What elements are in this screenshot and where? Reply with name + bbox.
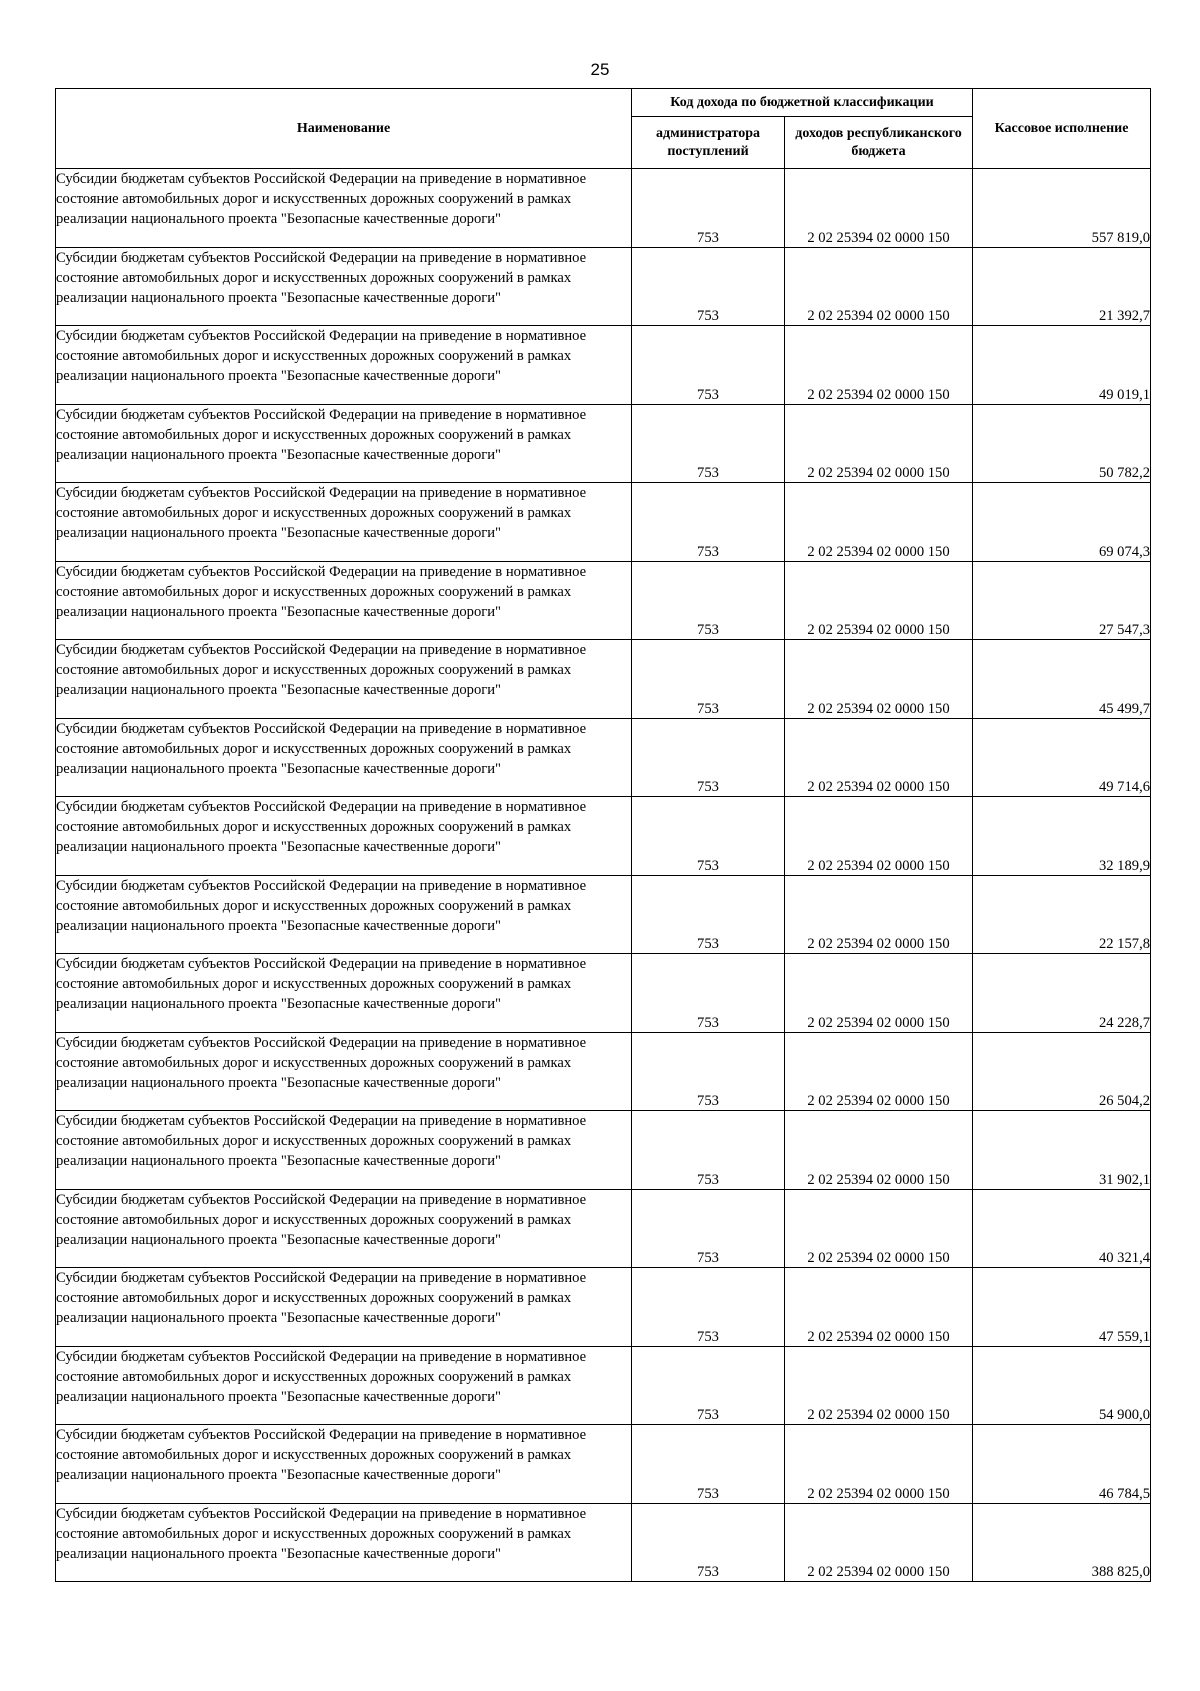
row-admin-code-cell: 753: [632, 875, 785, 954]
row-income-code-cell: 2 02 25394 02 0000 150: [785, 404, 973, 483]
table-row: [56, 404, 1151, 483]
table-row: [56, 640, 1151, 719]
row-income-code-cell: 2 02 25394 02 0000 150: [785, 326, 973, 405]
row-amount-cell: 45 499,7: [973, 640, 1151, 719]
row-amount-cell: 21 392,7: [973, 247, 1151, 326]
table-row: [56, 483, 1151, 562]
row-admin-code-cell: 753: [632, 1111, 785, 1190]
row-name-cell: Субсидии бюджетам субъектов Российской Федерации на приведение в нормативное состояние автомобильных дорог и искусственных дорожных сооружений в рамках реализации национального проекта "Безопасные качественные дороги": [56, 1425, 632, 1504]
row-admin-code-cell: 753: [632, 954, 785, 1033]
row-income-code-cell: 2 02 25394 02 0000 150: [785, 247, 973, 326]
row-admin-code-cell: 753: [632, 718, 785, 797]
row-name-cell: Субсидии бюджетам субъектов Российской Федерации на приведение в нормативное состояние автомобильных дорог и искусственных дорожных сооружений в рамках реализации национального проекта "Безопасные качественные дороги": [56, 1032, 632, 1111]
row-admin-code-cell: 753: [632, 797, 785, 876]
row-name-cell: Субсидии бюджетам субъектов Российской Федерации на приведение в нормативное состояние автомобильных дорог и искусственных дорожных сооружений в рамках реализации национального проекта "Безопасные качественные дороги": [56, 247, 632, 326]
row-amount-cell: 22 157,8: [973, 875, 1151, 954]
table-row: [56, 1503, 1151, 1582]
table-row: [56, 875, 1151, 954]
row-admin-code-cell: 753: [632, 640, 785, 719]
row-admin-code-cell: 753: [632, 169, 785, 248]
row-admin-code-cell: 753: [632, 1503, 785, 1582]
table-row: [56, 1189, 1151, 1268]
table-row: [56, 718, 1151, 797]
row-name-cell: Субсидии бюджетам субъектов Российской Федерации на приведение в нормативное состояние автомобильных дорог и искусственных дорожных сооружений в рамках реализации национального проекта "Безопасные качественные дороги": [56, 1189, 632, 1268]
header-code-group: Код дохода по бюджетной классификации: [632, 89, 973, 117]
table-row: [56, 247, 1151, 326]
row-amount-cell: 26 504,2: [973, 1032, 1151, 1111]
row-amount-cell: 54 900,0: [973, 1346, 1151, 1425]
header-administrator: администратора поступлений: [632, 117, 785, 169]
row-name-cell: Субсидии бюджетам субъектов Российской Федерации на приведение в нормативное состояние автомобильных дорог и искусственных дорожных сооружений в рамках реализации национального проекта "Безопасные качественные дороги": [56, 640, 632, 719]
budget-table: [55, 88, 1151, 1582]
header-income: доходов республиканского бюджета: [785, 117, 973, 169]
table-body: [56, 169, 1151, 1582]
row-amount-cell: 49 019,1: [973, 326, 1151, 405]
row-income-code-cell: 2 02 25394 02 0000 150: [785, 875, 973, 954]
row-name-cell: Субсидии бюджетам субъектов Российской Федерации на приведение в нормативное состояние автомобильных дорог и искусственных дорожных сооружений в рамках реализации национального проекта "Безопасные качественные дороги": [56, 1503, 632, 1582]
row-amount-cell: 388 825,0: [973, 1503, 1151, 1582]
header-name: Наименование: [56, 89, 632, 169]
row-amount-cell: 46 784,5: [973, 1425, 1151, 1504]
table-row: [56, 326, 1151, 405]
row-name-cell: Субсидии бюджетам субъектов Российской Федерации на приведение в нормативное состояние автомобильных дорог и искусственных дорожных сооружений в рамках реализации национального проекта "Безопасные качественные дороги": [56, 169, 632, 248]
row-name-cell: Субсидии бюджетам субъектов Российской Федерации на приведение в нормативное состояние автомобильных дорог и искусственных дорожных сооружений в рамках реализации национального проекта "Безопасные качественные дороги": [56, 875, 632, 954]
table-row: [56, 1111, 1151, 1190]
row-amount-cell: 69 074,3: [973, 483, 1151, 562]
row-admin-code-cell: 753: [632, 1346, 785, 1425]
row-name-cell: Субсидии бюджетам субъектов Российской Федерации на приведение в нормативное состояние автомобильных дорог и искусственных дорожных сооружений в рамках реализации национального проекта "Безопасные качественные дороги": [56, 718, 632, 797]
row-income-code-cell: 2 02 25394 02 0000 150: [785, 954, 973, 1033]
row-name-cell: Субсидии бюджетам субъектов Российской Федерации на приведение в нормативное состояние автомобильных дорог и искусственных дорожных сооружений в рамках реализации национального проекта "Безопасные качественные дороги": [56, 1111, 632, 1190]
row-admin-code-cell: 753: [632, 326, 785, 405]
table-row: [56, 1268, 1151, 1347]
row-income-code-cell: 2 02 25394 02 0000 150: [785, 1111, 973, 1190]
row-admin-code-cell: 753: [632, 1032, 785, 1111]
row-admin-code-cell: 753: [632, 1425, 785, 1504]
row-name-cell: Субсидии бюджетам субъектов Российской Федерации на приведение в нормативное состояние автомобильных дорог и искусственных дорожных сооружений в рамках реализации национального проекта "Безопасные качественные дороги": [56, 954, 632, 1033]
header-execution: Кассовое исполнение: [973, 89, 1151, 169]
row-income-code-cell: 2 02 25394 02 0000 150: [785, 718, 973, 797]
row-name-cell: Субсидии бюджетам субъектов Российской Федерации на приведение в нормативное состояние автомобильных дорог и искусственных дорожных сооружений в рамках реализации национального проекта "Безопасные качественные дороги": [56, 561, 632, 640]
row-admin-code-cell: 753: [632, 1268, 785, 1347]
row-income-code-cell: 2 02 25394 02 0000 150: [785, 1503, 973, 1582]
table-row: [56, 1032, 1151, 1111]
table-row: [56, 169, 1151, 248]
row-amount-cell: 27 547,3: [973, 561, 1151, 640]
row-amount-cell: 49 714,6: [973, 718, 1151, 797]
table-row: [56, 1425, 1151, 1504]
table-row: [56, 797, 1151, 876]
row-admin-code-cell: 753: [632, 561, 785, 640]
row-income-code-cell: 2 02 25394 02 0000 150: [785, 169, 973, 248]
row-income-code-cell: 2 02 25394 02 0000 150: [785, 797, 973, 876]
row-name-cell: Субсидии бюджетам субъектов Российской Федерации на приведение в нормативное состояние автомобильных дорог и искусственных дорожных сооружений в рамках реализации национального проекта "Безопасные качественные дороги": [56, 483, 632, 562]
header-row: [56, 89, 1151, 117]
row-name-cell: Субсидии бюджетам субъектов Российской Федерации на приведение в нормативное состояние автомобильных дорог и искусственных дорожных сооружений в рамках реализации национального проекта "Безопасные качественные дороги": [56, 1346, 632, 1425]
row-amount-cell: 557 819,0: [973, 169, 1151, 248]
table-row: [56, 1346, 1151, 1425]
row-amount-cell: 24 228,7: [973, 954, 1151, 1033]
row-name-cell: Субсидии бюджетам субъектов Российской Федерации на приведение в нормативное состояние автомобильных дорог и искусственных дорожных сооружений в рамках реализации национального проекта "Безопасные качественные дороги": [56, 1268, 632, 1347]
row-income-code-cell: 2 02 25394 02 0000 150: [785, 1189, 973, 1268]
page-number: 25: [590, 60, 610, 79]
row-amount-cell: 50 782,2: [973, 404, 1151, 483]
table-row: [56, 954, 1151, 1033]
row-income-code-cell: 2 02 25394 02 0000 150: [785, 1425, 973, 1504]
row-income-code-cell: 2 02 25394 02 0000 150: [785, 1268, 973, 1347]
row-income-code-cell: 2 02 25394 02 0000 150: [785, 1032, 973, 1111]
row-amount-cell: 47 559,1: [973, 1268, 1151, 1347]
row-name-cell: Субсидии бюджетам субъектов Российской Федерации на приведение в нормативное состояние автомобильных дорог и искусственных дорожных сооружений в рамках реализации национального проекта "Безопасные качественные дороги": [56, 326, 632, 405]
row-income-code-cell: 2 02 25394 02 0000 150: [785, 640, 973, 719]
row-admin-code-cell: 753: [632, 483, 785, 562]
row-amount-cell: 40 321,4: [973, 1189, 1151, 1268]
row-income-code-cell: 2 02 25394 02 0000 150: [785, 1346, 973, 1425]
row-amount-cell: 31 902,1: [973, 1111, 1151, 1190]
row-income-code-cell: 2 02 25394 02 0000 150: [785, 483, 973, 562]
row-admin-code-cell: 753: [632, 247, 785, 326]
table-row: [56, 561, 1151, 640]
row-amount-cell: 32 189,9: [973, 797, 1151, 876]
row-income-code-cell: 2 02 25394 02 0000 150: [785, 561, 973, 640]
row-admin-code-cell: 753: [632, 1189, 785, 1268]
row-name-cell: Субсидии бюджетам субъектов Российской Федерации на приведение в нормативное состояние автомобильных дорог и искусственных дорожных сооружений в рамках реализации национального проекта "Безопасные качественные дороги": [56, 404, 632, 483]
row-name-cell: Субсидии бюджетам субъектов Российской Федерации на приведение в нормативное состояние автомобильных дорог и искусственных дорожных сооружений в рамках реализации национального проекта "Безопасные качественные дороги": [56, 797, 632, 876]
row-admin-code-cell: 753: [632, 404, 785, 483]
